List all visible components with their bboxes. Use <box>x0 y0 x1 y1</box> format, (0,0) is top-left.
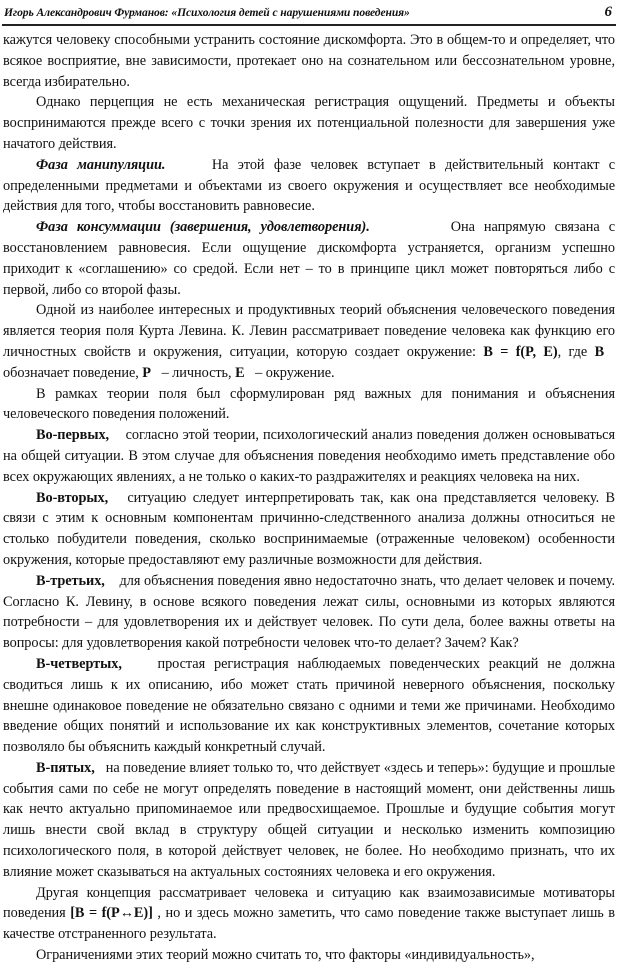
symbol-p: P <box>142 364 151 381</box>
paragraph-third: В-третьих, для объяснения поведения явно недостаточно знать, что делает человек и почему. Согласно К. Левину, в основе всякого поведения лежат силы, основными из которых являются потребности – для удовлетворения их и действует человек. По сути дела, более важны ответы на вопросы: для удовлетворения какой потребности человек что-то делает? Зачем? Как? <box>3 572 615 652</box>
symbol-b: B <box>594 343 605 360</box>
phase-heading: Фаза консуммации (завершения, удовлетворения). <box>36 219 370 236</box>
paragraph: кажутся человеку способными устранить состояние дискомфорта. Это в общем-то и определяет, что всякое восприятие, вне зависимости, протекает оно на сознательном или бессознательном уровне, всегда избирательно. <box>3 32 615 90</box>
paragraph-other-concept: Другая концепция рассматривает человека и ситуацию как взаимозависимые мотиваторы поведения [B = f(P↔E)] , но и здесь можно заметить, что само поведение также выступает лишь в качестве отстраненного результата. <box>3 884 616 943</box>
formula: [B = f(P↔E)] <box>70 905 153 922</box>
paragraph: В рамках теории поля был сформулирован ряд важных для понимания и объяснения человеческого поведения положений. <box>3 385 615 423</box>
paragraph: Ограничениями этих теорий можно считать то, что факторы «индивидуальность», <box>36 947 535 964</box>
list-lead: Во-вторых, <box>36 489 109 506</box>
body-text <box>3 30 615 966</box>
symbol-e: E <box>235 364 245 381</box>
page-number: 6 <box>604 4 612 20</box>
paragraph-first: Во-первых, согласно этой теории, психологический анализ поведения должен основываться на общей ситуации. В этом случае для объяснения поведения необходимо иметь представление обо всех окружающих явлениях, а не только о каких-то раздражителях и реакциях человека на них. <box>3 427 615 485</box>
header-rule <box>2 24 616 26</box>
header-title: Игорь Александрович Фурманов: «Психология детей с нарушениями поведения» <box>4 6 410 19</box>
paragraph-consummation-phase: Фаза консуммации (завершения, удовлетворения). Она напрямую связана с восстановлением равновесия. Если ощущение дискомфорта устраняется, организм успешно приходит к «соглашению» со средой. Если нет – то в принципе цикл может повторяться либо с первой, либо со второй фазы. <box>3 219 615 298</box>
paragraph: Однако перцепция не есть механическая регистрация ощущений. Предметы и объекты воспринимаются прежде всего с точки зрения их потенциальной полезности для завершения уже начатого действия. <box>3 94 615 152</box>
paragraph-second: Во-вторых, ситуацию следует интерпретировать так, как она представляется человеку. В связи с этим к основным компонентам причинно-следственного анализа должны относиться не столько побудители поведения, сколько воспринимаемые (отраженные человеком) особенности окружения, которые предоставляют ему различные возможности для действия. <box>3 489 616 568</box>
paragraph-manipulation-phase: Фаза манипуляции. На этой фазе человек вступает в действительный контакт с определенными предметами и объектами из своего окружения и осуществляет все необходимые действия для того, чтобы восстановить равновесие. <box>3 156 615 215</box>
formula: B = f(P, E) <box>483 343 558 360</box>
running-header <box>0 4 620 24</box>
paragraph-lewin-theory: Одной из наиболее интересных и продуктивных теорий объяснения человеческого поведения является теория поля Курта Левина. К. Левин рассматривает поведение человека как функцию его личностных свойств и окружения, ситуации, которую создает окружение: B = f(P, E), где B обозначает поведение, P – личность, E – окружение. <box>3 302 615 381</box>
paragraph-fourth: В-четвертых, простая регистрация наблюдаемых поведенческих реакций не должна сводиться лишь к их описанию, ибо может стать причиной неверного объяснения, поскольку внешне одинаковое поведение не обязательно связано с одними и теми же причинами. Необходимо введение общих понятий и использование их как конструктивных элементов, сочетание которых позволяло бы объяснить каждый конкретный случай. <box>3 655 615 756</box>
paragraph-fifth: В-пятых, на поведение влияет только то, что действует «здесь и теперь»: будущие и прошлые события сами по себе не могут определять поведение в настоящий момент, они действенны лишь как нечто актуально припоминаемое или предвосхищаемое. Прошлые и будущие события могут лишь внести свой вклад в структуру общей ситуации и несколько изменить композицию психологического поля, в которой действует человек, не более. Но необходимо признать, что их влияние может сказываться на актуальных состояниях человека и его окружения. <box>3 759 615 880</box>
phase-heading: Фаза манипуляции. <box>36 156 166 173</box>
list-lead: В-четвертых, <box>36 655 122 672</box>
list-lead: Во-первых, <box>36 427 110 444</box>
list-lead: В-третьих, <box>36 572 105 589</box>
list-lead: В-пятых, <box>36 759 95 776</box>
